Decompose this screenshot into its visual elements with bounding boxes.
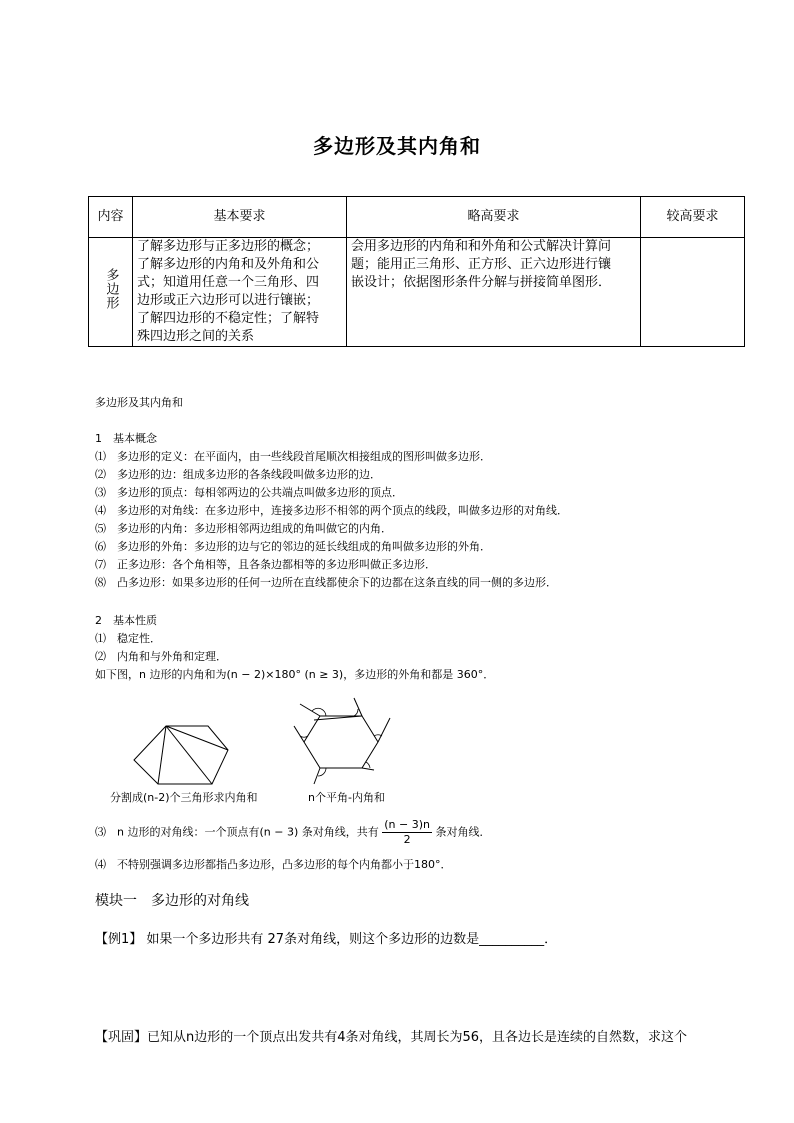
definition-item: ⑶ 多边形的顶点：每相邻两边的公共端点叫做多边形的顶点． [95,486,403,499]
higher-line: 题；能用正三角形、正方形、正六边形进行镶 [351,257,612,272]
fraction-denominator: 2 [403,833,411,846]
higher-line: 嵌设计；依据图形条件分解与拼接简单图形． [351,275,612,290]
fraction-numerator: (n − 3)n [384,818,430,831]
figure2-caption: n个平角-内角和 [308,791,385,804]
section-title: 多边形及其内角和 [95,396,183,409]
figure1-caption: 分割成(n-2)个三角形求内角和 [110,791,258,804]
basic-line: 式；知道用任意一个三角形、四 [137,275,320,290]
definition-item: ⑹ 多边形的外角：多边形的边与它的邻边的延长线组成的角叫做多边形的外角． [95,540,491,553]
definition-item: ⑷ 多边形的对角线：在多边形中，连接多边形不相邻的两个顶点的线段，叫做多边形的对角线． [95,504,568,517]
header-basic: 基本要求 [133,197,347,238]
definition-item: ⑴ 多边形的定义：在平面内，由一些线段首尾顺次相接组成的图形叫做多边形． [95,450,491,463]
definition-item: ⑻ 凸多边形：如果多边形的任何一边所在直线都使余下的边都在这条直线的同一侧的多边形． [95,576,557,589]
header-content: 内容 [89,197,133,238]
basic-line: 了解四边形的不稳定性；了解特 [137,311,320,326]
part2-heading: 2 基本性质 [95,614,157,627]
diagonal-fraction [382,818,432,847]
basic-cell [133,238,347,347]
basic-line: 了解多边形与正多边形的概念； [137,239,320,254]
higher-cell [347,238,641,347]
category-cell [89,238,133,347]
example-1: 【例1】 如果一个多边形共有 27条对角线，则这个多边形的边数是__________． [95,932,558,947]
part1-heading: 1 基本概念 [95,432,157,445]
definition-item: ⑸ 多边形的内角：多边形相邻两边组成的角叫做它的内角． [95,522,392,535]
page-title: 多边形及其内角和 [313,134,481,158]
triangulated-polygon-figure [130,720,240,790]
exterior-angle-figure [286,696,392,790]
module-heading: 模块一 多边形的对角线 [95,893,249,909]
category-label: 多边形 [103,268,119,310]
basic-line: 殊四边形之间的关系 [137,329,255,344]
requirements-table [88,196,745,347]
definition-item: ⑺ 正多边形：各个角相等，且各条边都相等的多边形叫做正多边形． [95,558,436,571]
highest-cell [641,238,745,347]
header-highest: 较高要求 [641,197,745,238]
basic-line: 边形或正六边形可以进行镶嵌； [137,293,320,308]
table-header-row [89,197,745,238]
property-item: ⑵ 内角和与外角和定理． [95,650,227,663]
definition-item: ⑵ 多边形的边：组成多边形的各条线段叫做多边形的边． [95,468,381,481]
diagonal-formula-line [95,818,490,847]
property-item: ⑴ 稳定性． [95,632,161,645]
convex-note: ⑷ 不特别强调多边形都指凸多边形，凸多边形的每个内角都小于180°． [95,858,452,871]
consolidate-problem: 【巩固】已知从n边形的一个顶点出发共有4条对角线，其周长为56，且各边长是连续的自然数，求这个 [95,1030,688,1045]
higher-line: 会用多边形的内角和和外角和公式解决计算问 [351,239,612,254]
diagonal-text: ⑶ n 边形的对角线：一个顶点有(n − 3) 条对角线，共有 [95,825,379,839]
table-row [89,238,745,347]
header-higher: 略高要求 [347,197,641,238]
diagonal-text-end: 条对角线． [435,825,491,839]
angle-sum-statement: 如下图，n 边形的内角和为(n − 2)×180° (n ≥ 3)，多边形的外角和都是 360°． [95,668,495,681]
basic-line: 了解多边形的内角和及外角和公 [137,257,320,272]
